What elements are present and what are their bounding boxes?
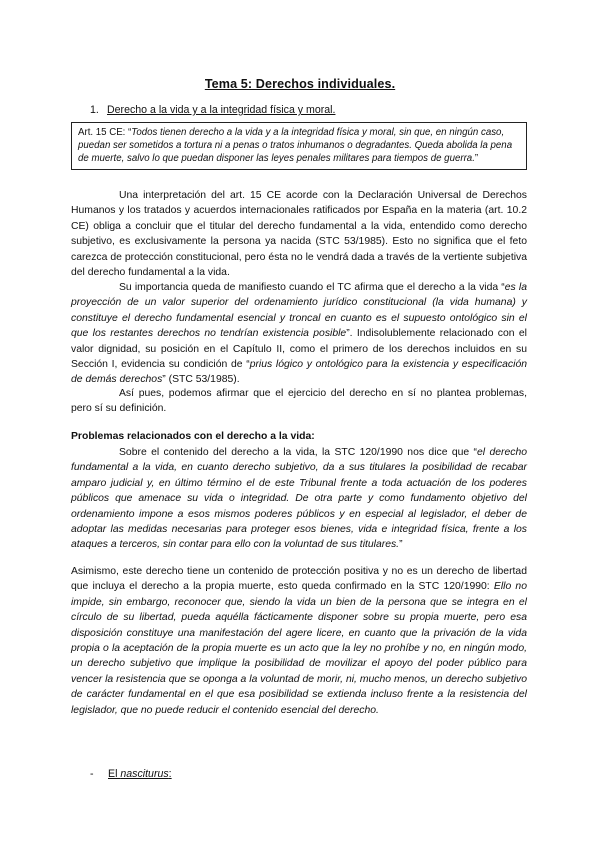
bullet-dash: - <box>90 768 94 780</box>
bullet-label-c: : <box>168 768 172 780</box>
paragraph-5 <box>71 564 527 718</box>
p4-quote: el derecho fundamental a la vida, en cuanto derecho subjetivo, da a sus titulares la posibilidad de recabar amparo judicial y, en último término el de este Tribunal frente a toda actuación de los poderes públicos que amenace su vida o integridad. De otra parte y como fundamento objetivo del ordenamiento impone a esos mismos poderes públicos y en especial al legislador, el deber de adoptar las medidas necesarias para proteger esos bienes, vida e integridad física, frente a los ataques a terceros, sin contar para ello con la voluntad de sus titulares. <box>71 447 527 551</box>
problems-heading: Problemas relacionados con el derecho a la vida: <box>71 431 315 442</box>
p2-text-c: ” (STC 53/1985). <box>162 374 240 386</box>
quote-ref: Art. 15 CE: “ <box>78 127 132 138</box>
paragraph-4 <box>71 445 527 553</box>
paragraph-1: Una interpretación del art. 15 CE acorde con la Declaración Universal de Derechos Humanos y los tratados y acuerdos internacionales ratificados por España en la materia (art. 10.2 CE) obliga a concluir que el titular del derecho fundamental a la vida, entendido como derecho subjetivo, es exclusivamente la persona ya nacida (STC 53/1985). Esto no significa que el feto carezca de protección constitucional, pero ésta no le vendrá dada a través de la vertiente subjetiva del derecho fundamental a la vida. <box>71 190 527 279</box>
quote-close: ” <box>474 153 479 165</box>
p2-text-b: ”. Indisolublemente relacionado con el valor dignidad, su posición en el Capítulo II, como el primero de los derechos incluidos en su Sección I, evidencia su condición de “ <box>71 328 527 371</box>
p4-text-a: Sobre el contenido del derecho a la vida, la STC 120/1990 nos dice que “ <box>119 447 477 458</box>
bullet-label <box>108 768 172 780</box>
p2-quote-b: prius lógico y ontológico para la existencia y especificación de demás derechos <box>71 359 527 386</box>
section-number: 1. <box>90 104 99 116</box>
paragraph-2 <box>71 280 527 388</box>
section-label: Derecho a la vida y a la integridad física y moral. <box>107 104 336 116</box>
bullet-label-b: nasciturus <box>120 768 169 780</box>
article-quote-box <box>71 122 527 170</box>
paragraph-3: Así pues, podemos afirmar que el ejercicio del derecho en sí no plantea problemas, pero sí su definición. <box>71 388 527 415</box>
section-heading-1 <box>90 104 335 116</box>
page-title: Tema 5: Derechos individuales. <box>204 77 396 91</box>
p5-text-a: Asimismo, este derecho tiene un contenido de protección positiva y no es un derecho de libertad que incluya el derecho a la propia muerte, esto queda confirmado en la STC 120/1990: <box>71 566 527 593</box>
p2-quote-a: es la proyección de un valor superior del ordenamiento jurídico constitucional (la vida humana) y constituye el derecho fundamental esencial y troncal en cuanto es el supuesto ontológico sin el que los restantes derechos no tendrían existencia posible <box>71 282 527 340</box>
bullet-nasciturus <box>90 768 172 780</box>
p4-text-close: ” <box>399 539 403 551</box>
bullet-label-a: El <box>108 768 121 780</box>
p2-text-a: Su importancia queda de manifiesto cuando el TC afirma que el derecho a la vida “ <box>119 282 505 293</box>
quote-text: Todos tienen derecho a la vida y a la integridad física y moral, sin que, en ningún caso, puedan ser sometidos a tortura ni a penas o tratos inhumanos o degradantes. Queda abolida la pena de muerte, salvo lo que puedan disponer las leyes penales militares para tiempos de guerra. <box>78 127 513 165</box>
p5-quote: Ello no impide, sin embargo, reconocer que, siendo la vida un bien de la persona que se integra en el círculo de su libertad, pueda aquélla fácticamente disponer sobre su propia muerte, pero esa disposición constituye una manifestación del agere licere, en cuanto que la privación de la vida propia o la aceptación de la propia muerte es un acto que la ley no prohíbe y no, en ningún modo, un derecho subjetivo que implique la posibilidad de movilizar el apoyo del poder público para vencer la resistencia que se oponga a la voluntad de morir, ni, mucho menos, un derecho subjetivo de carácter fundamental en el que esa posibilidad se extienda incluso frente a la resistencia del legislador, que no puede reducir el contenido esencial del derecho. <box>71 581 527 716</box>
